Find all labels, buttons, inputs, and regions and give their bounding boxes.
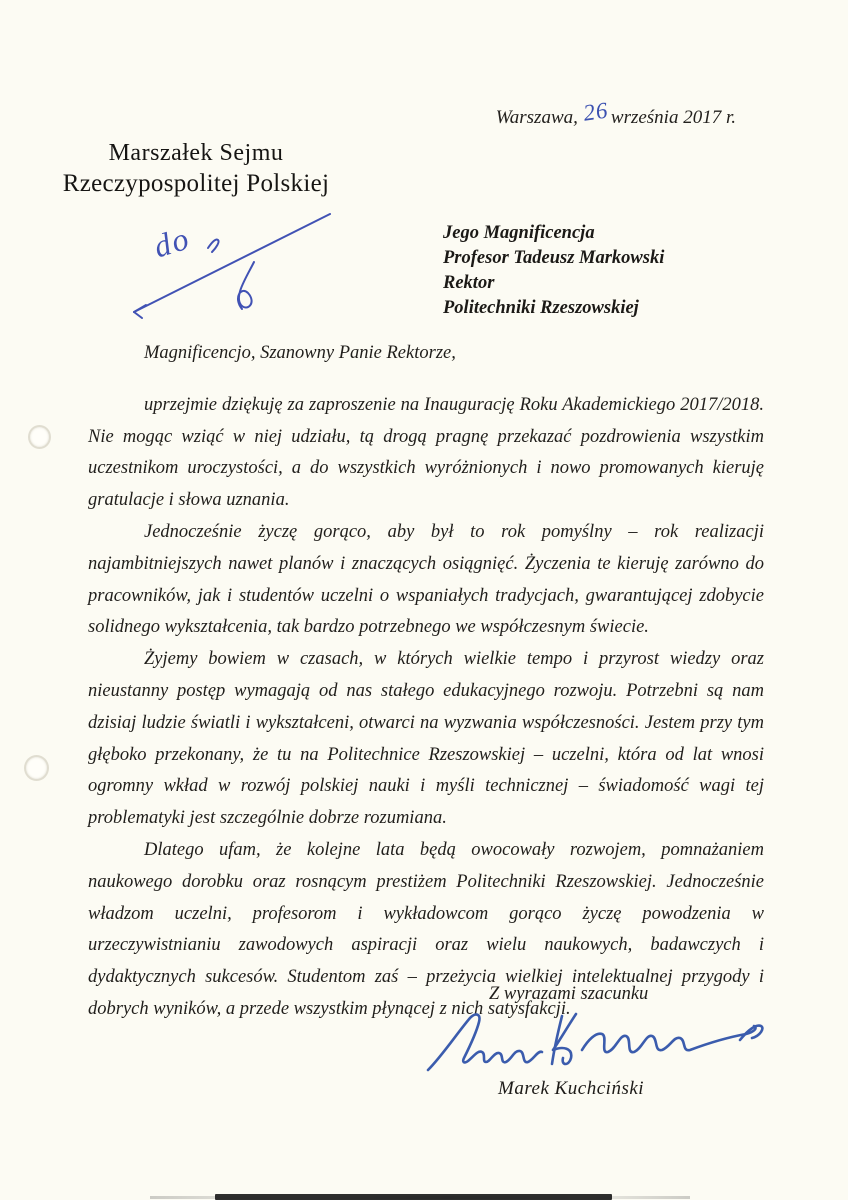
body-paragraph-1: uprzejmie dziękuję za zaproszenie na Inaugurację Roku Akademickiego 2017/2018. Nie mogąc wziąć w niej udziału, tą drogą pragnę przekazać pozdrowienia wszystkim uczestnikom uroczystości, a do wszystkich wyróżnionych i nowo promowanych kieruję gratulacje i słowa uznania. bbox=[88, 394, 764, 511]
letterhead-line2: Rzeczypospolitej Polskiej bbox=[62, 170, 330, 197]
date-line bbox=[495, 97, 736, 129]
recipient-honorific: Jego Magnificencja bbox=[443, 223, 595, 243]
recipient-title: Rektor bbox=[443, 273, 495, 293]
handwritten-do-mark bbox=[112, 206, 347, 326]
recipient-name: Profesor Tadeusz Markowski bbox=[443, 248, 665, 268]
date-city: Warszawa, bbox=[495, 107, 578, 128]
signature-ink-icon bbox=[424, 1006, 769, 1080]
hole-punch-mark-top bbox=[28, 425, 51, 449]
recipient-institution: Politechniki Rzeszowskiej bbox=[443, 298, 639, 318]
signature-handwritten bbox=[424, 1006, 769, 1080]
scan-artifact-bottom-bar bbox=[215, 1194, 612, 1200]
letterhead-line1: Marszałek Sejmu bbox=[108, 140, 284, 166]
recipient-block bbox=[443, 221, 664, 321]
valediction: Z wyrazami szacunku bbox=[489, 984, 649, 1004]
body-paragraph-4: Dlatego ufam, że kolejne lata będą owocowały rozwojem, pomnażaniem naukowego dorobku oraz rosnącym prestiżem Politechniki Rzeszowskiej. Jednocześnie władzom uczelni, profesorom i wykładowcom gorąco życzę powodzenia w urzeczywistnianiu zawodowych aspiracji oraz wielu naukowych, badawczych i dydaktycznych sukcesów. Studentom zaś – przeżycia wielkiej intelektualnej przygody i dobrych wyników, a przede wszystkim płynącej z nich satysfakcji. bbox=[88, 839, 764, 1019]
body-paragraph-2: Jednocześnie życzę gorąco, aby był to rok pomyślny – rok realizacji najambitniejszych nawet planów i znaczących osiągnięć. Życzenia te kieruję zarówno do pracowników, jak i studentów uczelni o wspaniałych tradycjach, gwarantującej zdobycie solidnego wykształcenia, tak bardzo potrzebnego we współczesnym świecie. bbox=[88, 521, 764, 638]
handwritten-day-number: 26 bbox=[581, 97, 610, 126]
letter-body bbox=[88, 338, 764, 1026]
hole-punch-mark-bottom bbox=[24, 755, 49, 781]
letterhead bbox=[62, 138, 330, 200]
date-rest: września 2017 r. bbox=[610, 107, 736, 128]
signer-name: Marek Kuchciński bbox=[498, 1078, 645, 1099]
salutation: Magnificencjo, Szanowny Panie Rektorze, bbox=[144, 343, 456, 363]
annotation-arrow-icon bbox=[112, 206, 347, 326]
annotation-text: do bbox=[149, 219, 195, 265]
body-paragraph-3: Żyjemy bowiem w czasach, w których wielkie tempo i przyrost wiedzy oraz nieustanny postęp wymagają od nas stałego edukacyjnego rozwoju. Potrzebni są nam dzisiaj ludzie światli i wykształceni, otwarci na wyzwania współczesności. Jestem przy tym głęboko przekonany, że tu na Politechnice Rzeszowskiej – uczelni, która od lat wnosi ogromny wkład w rozwój polskiej nauki i myśli technicznej – świadomość wagi tej problematyki jest szczególnie dobrze rozumiana. bbox=[88, 649, 764, 829]
